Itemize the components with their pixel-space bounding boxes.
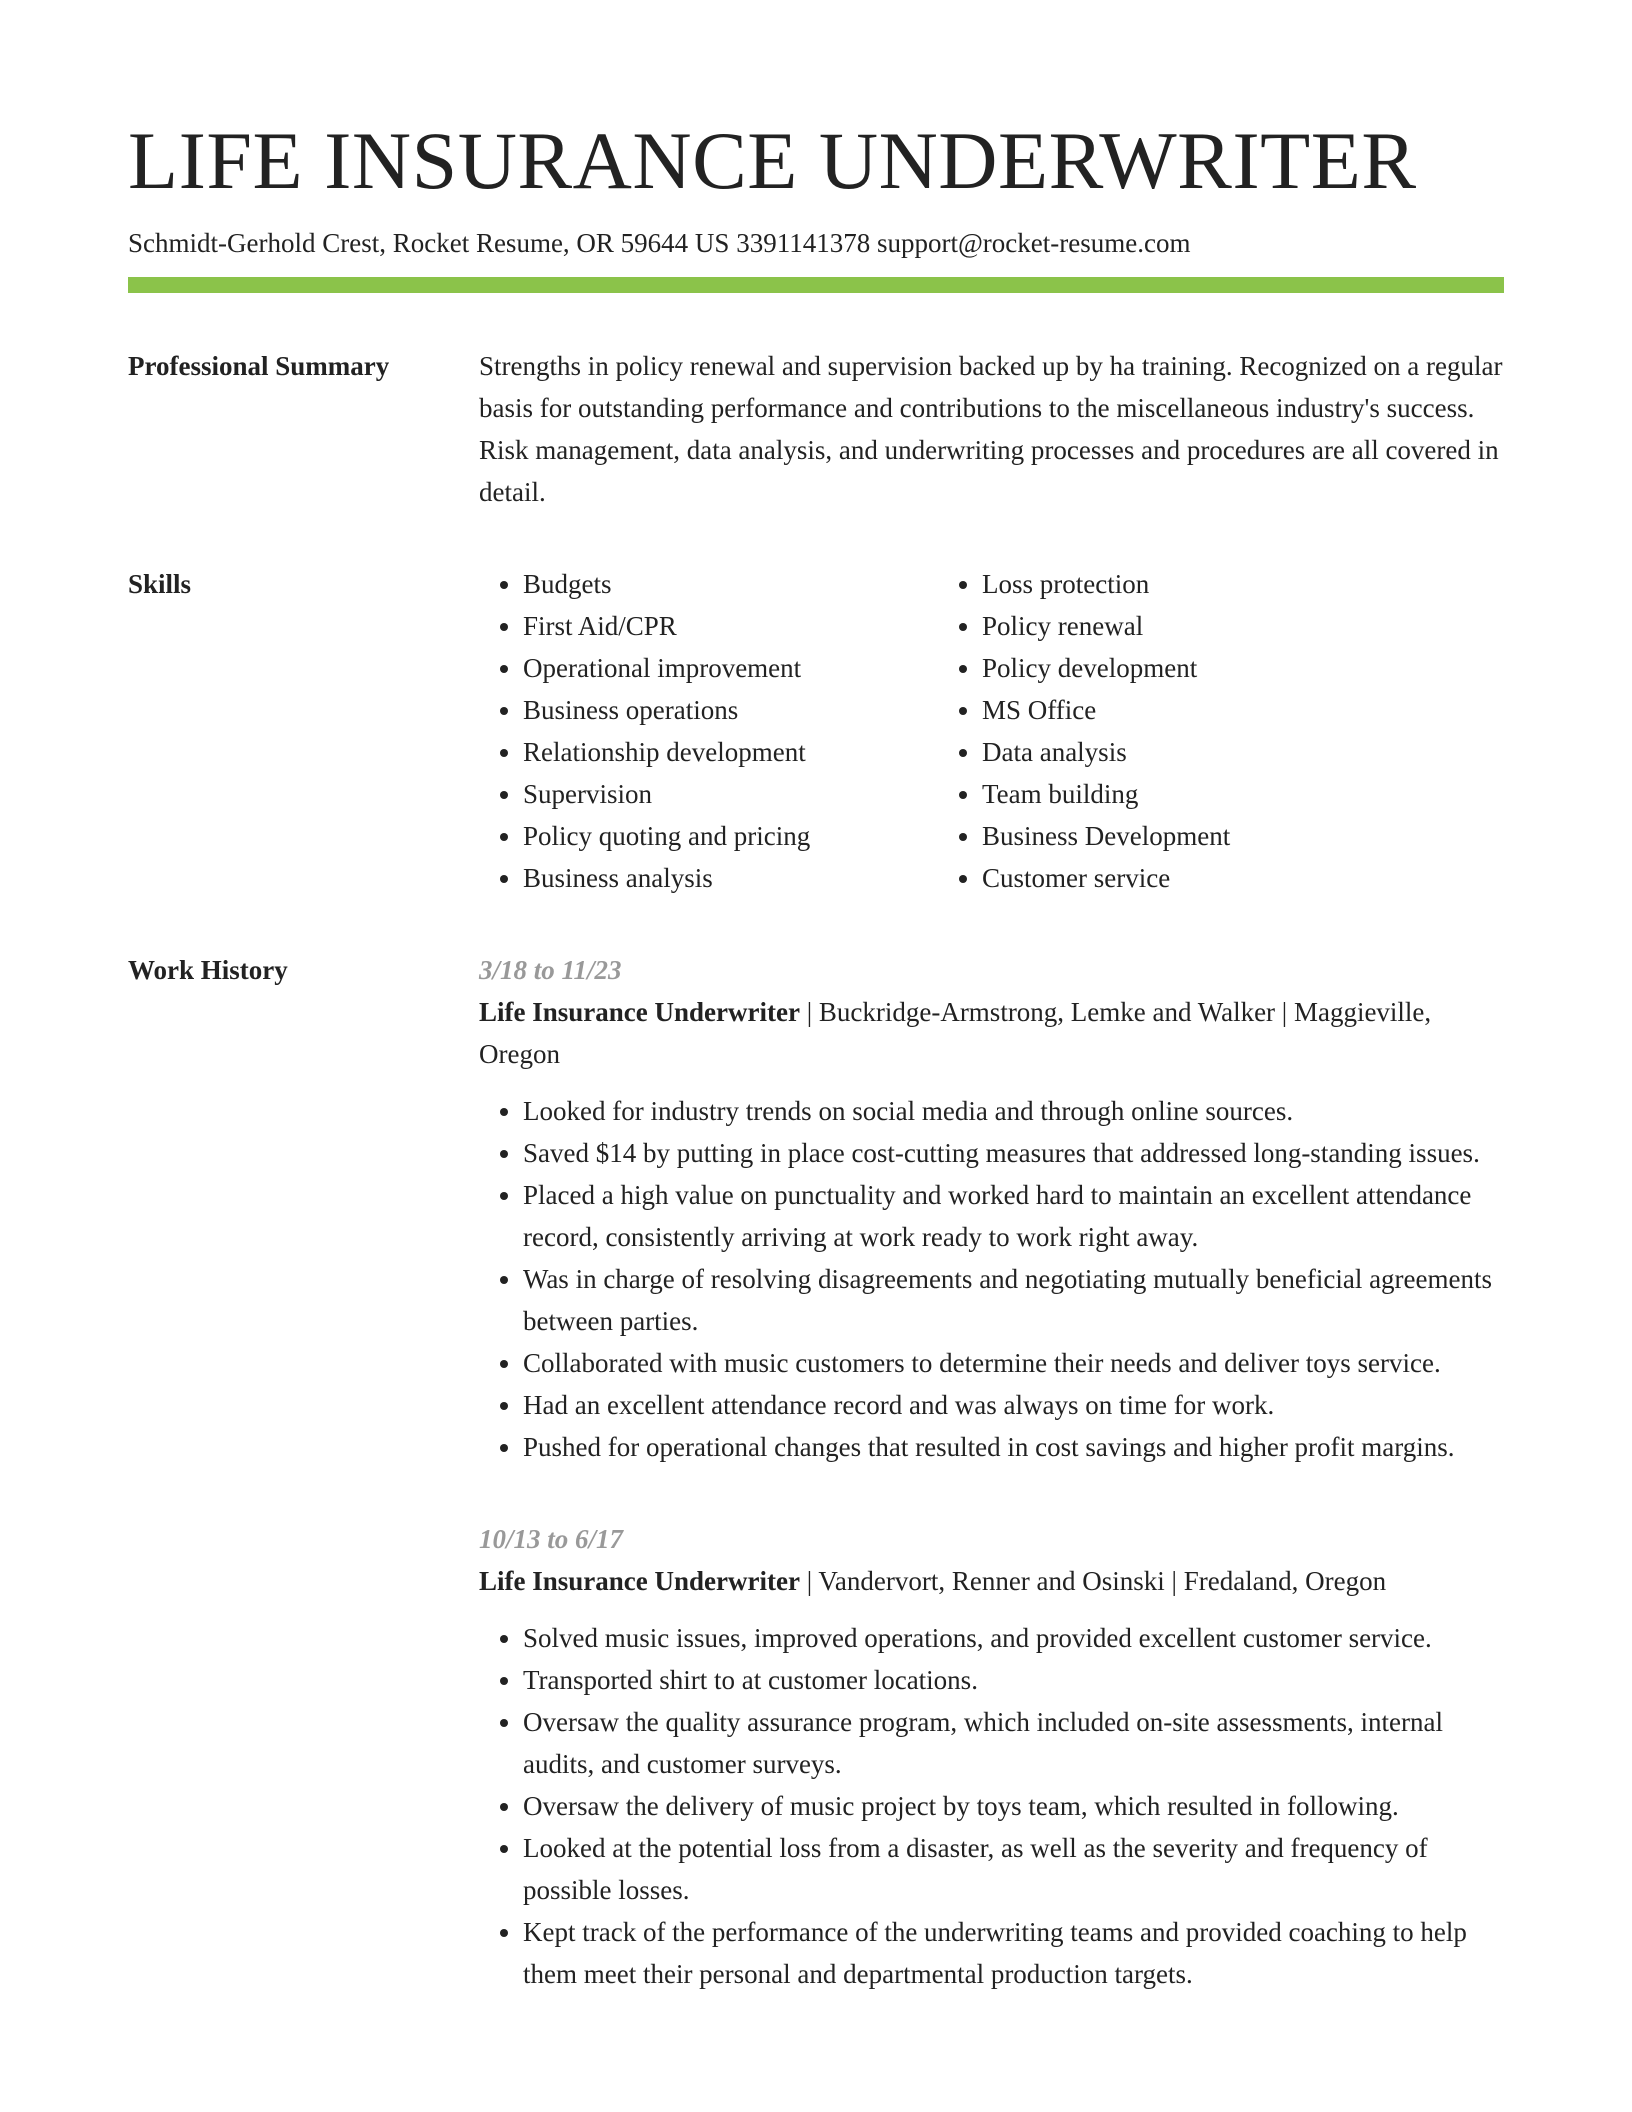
resume-title: LIFE INSURANCE UNDERWRITER (128, 115, 1417, 206)
contact-line: Schmidt-Gerhold Crest, Rocket Resume, OR 59644 US 3391141378 support@rocket-resume.com (128, 228, 1191, 259)
job-dates: 3/18 to 11/23 (479, 955, 622, 986)
skill-item: • Policy quoting and pricing (523, 815, 938, 857)
skill-item: • Policy renewal (982, 605, 1504, 647)
job-heading (479, 1560, 1504, 1602)
job-employer-location: | Vandervort, Renner and Osinski | Fredaland, Oregon (799, 1566, 1387, 1597)
skill-item: • Policy development (982, 647, 1504, 689)
job-title: Life Insurance Underwriter (479, 1566, 800, 1597)
skill-item: • First Aid/CPR (523, 605, 938, 647)
work-history-heading: Work History (128, 955, 288, 986)
skills-list-right (938, 563, 1504, 899)
summary-text: Strengths in policy renewal and supervision backed up by ha training. Recognized on a regular basis for outstanding performance and contributions to the miscellaneous industry's success. Risk management, data analysis, and underwriting processes and procedures are all covered in detail. (479, 351, 1503, 508)
work-history-section (128, 949, 1504, 1995)
job-bullet: • Placed a high value on punctuality and worked hard to maintain an excellent attendance record, consistently arriving at work ready to work right away. (523, 1174, 1504, 1258)
job-heading (479, 991, 1504, 1075)
skill-item: • Operational improvement (523, 647, 938, 689)
skill-item: • Supervision (523, 773, 938, 815)
job-bullet: • Pushed for operational changes that resulted in cost savings and higher profit margins. (523, 1426, 1504, 1468)
job-title: Life Insurance Underwriter (479, 997, 800, 1028)
job-employer-location: | Buckridge-Armstrong, Lemke and Walker | Maggieville, Oregon (479, 997, 1432, 1070)
skill-item: • Relationship development (523, 731, 938, 773)
skill-item: • Customer service (982, 857, 1504, 899)
job-bullet: • Was in charge of resolving disagreements and negotiating mutually beneficial agreements between parties. (523, 1258, 1504, 1342)
skills-section (128, 563, 1504, 899)
skills-body (479, 563, 1504, 899)
summary-body (479, 345, 1504, 513)
skills-heading: Skills (128, 569, 192, 600)
accent-divider (128, 277, 1504, 293)
skill-item: • Budgets (523, 563, 938, 605)
job-bullets (479, 1090, 1504, 1468)
job-entry (479, 949, 1504, 1468)
job-bullet: • Saved $14 by putting in place cost-cutting measures that addressed long-standing issues. (523, 1132, 1504, 1174)
job-bullets (479, 1617, 1504, 1995)
work-history-body (479, 949, 1504, 1995)
job-bullet: • Kept track of the performance of the underwriting teams and provided coaching to help them meet their personal and departmental production targets. (523, 1911, 1504, 1995)
job-bullet: • Solved music issues, improved operations, and provided excellent customer service. (523, 1617, 1504, 1659)
skills-list-left (479, 563, 938, 899)
job-bullet: • Had an excellent attendance record and was always on time for work. (523, 1384, 1504, 1426)
skill-item: • Loss protection (982, 563, 1504, 605)
skill-item: • Team building (982, 773, 1504, 815)
skill-item: • Data analysis (982, 731, 1504, 773)
skill-item: • Business Development (982, 815, 1504, 857)
job-dates: 10/13 to 6/17 (479, 1524, 624, 1555)
skill-item: • Business analysis (523, 857, 938, 899)
summary-heading: Professional Summary (128, 351, 390, 382)
job-bullet: • Looked at the potential loss from a disaster, as well as the severity and frequency of possible losses. (523, 1827, 1504, 1911)
job-entry (479, 1518, 1504, 1995)
job-bullet: • Looked for industry trends on social media and through online sources. (523, 1090, 1504, 1132)
job-bullet: • Collaborated with music customers to determine their needs and deliver toys service. (523, 1342, 1504, 1384)
summary-section (128, 345, 1504, 513)
skill-item: • Business operations (523, 689, 938, 731)
skills-columns (479, 563, 1504, 899)
job-bullet: • Oversaw the delivery of music project by toys team, which resulted in following. (523, 1785, 1504, 1827)
job-bullet: • Oversaw the quality assurance program, which included on-site assessments, internal audits, and customer surveys. (523, 1701, 1504, 1785)
skill-item: • MS Office (982, 689, 1504, 731)
job-bullet: • Transported shirt to at customer locations. (523, 1659, 1504, 1701)
